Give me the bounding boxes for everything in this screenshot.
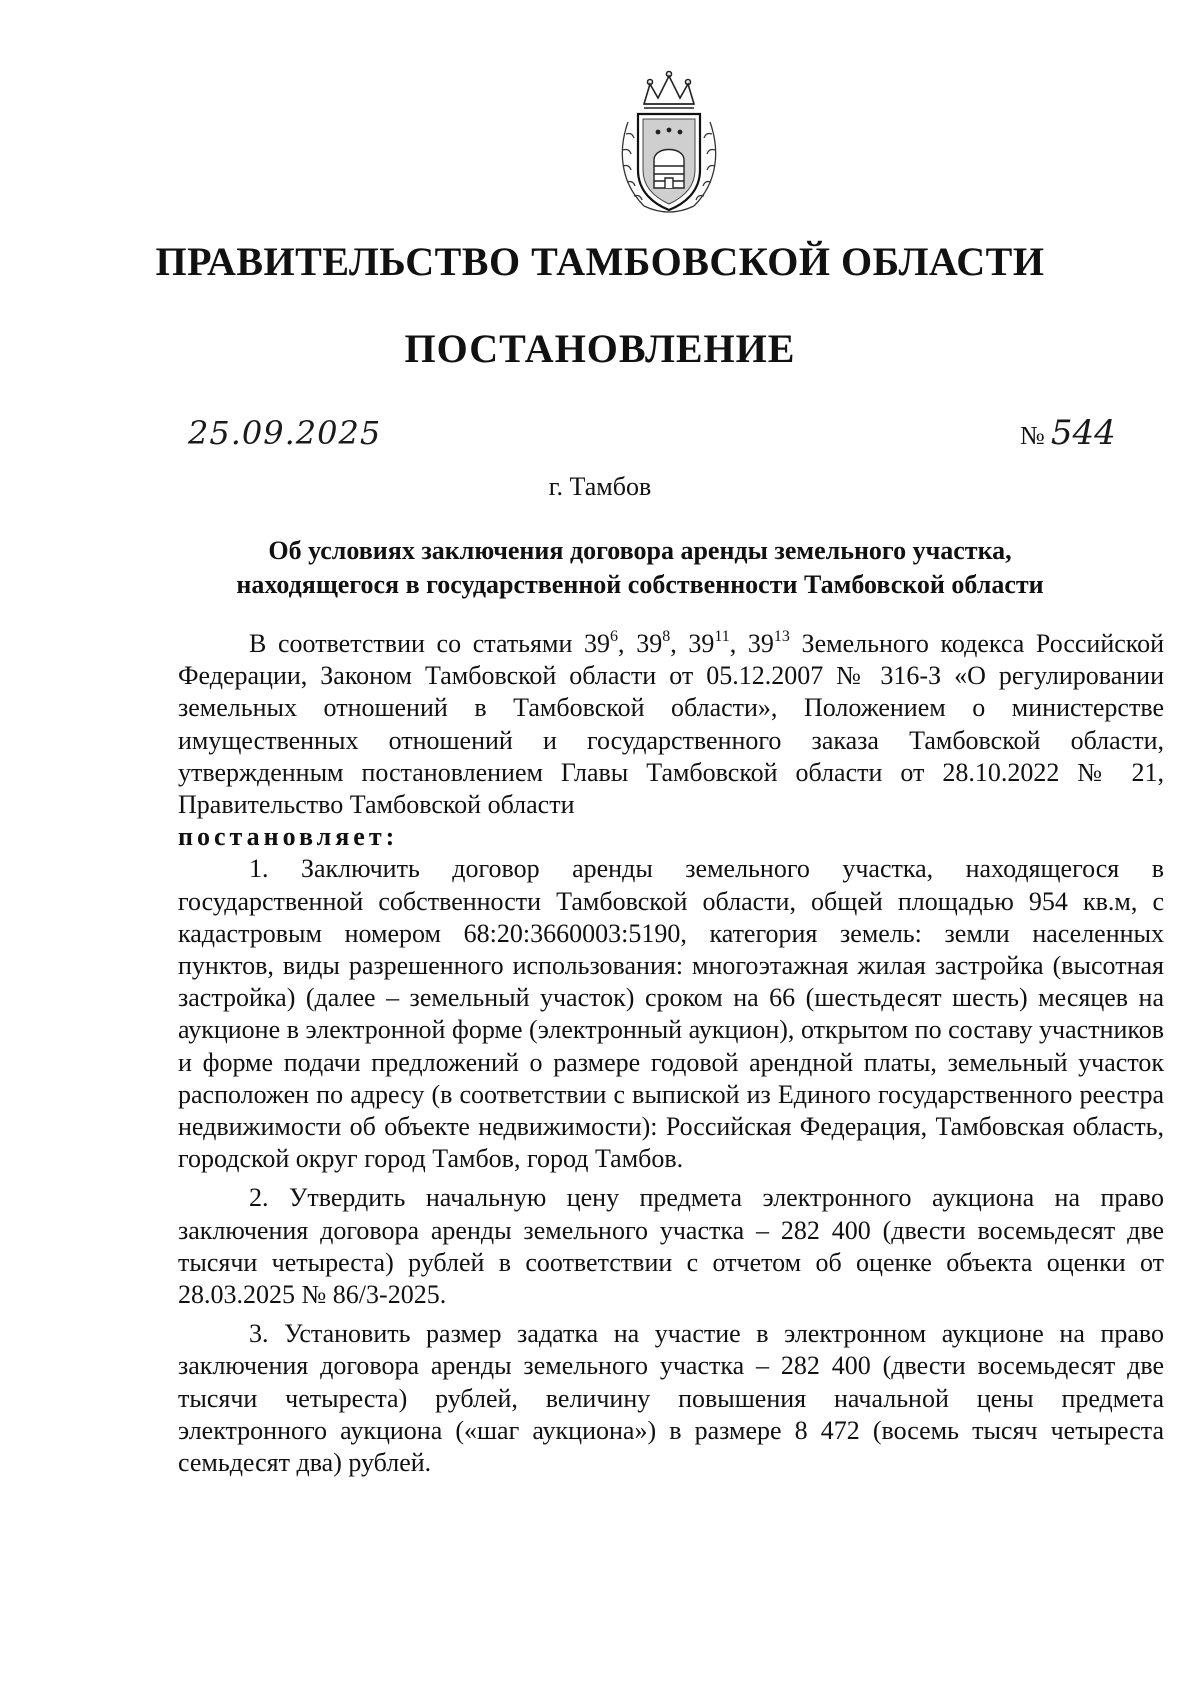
article-ref: 39 <box>584 629 611 658</box>
preamble-text: Земельного кодекса Российской Федерации, Законом Тамбовской области от 05.12.2007 № 316-З «О регулировании земельных отношений в Тамбовской области», Положением о министерстве имущественных отношений и государственного заказа Тамбовской области, утвержденным постановлением Главы Тамбовской области от 28.10.2022 № 21, Правительство Тамбовской области <box>178 629 1165 820</box>
tambov-coat-of-arms-icon <box>614 70 724 218</box>
preamble-lead: В соответствии со статьями <box>249 629 585 658</box>
article-superscript: 11 <box>714 628 730 645</box>
number-sign: № <box>1020 421 1045 450</box>
document-type-title: ПОСТАНОВЛЕНИЕ <box>404 326 796 371</box>
preamble-paragraph <box>178 628 1164 821</box>
item-2: 2. Утвердить начальную цену предмета электронного аукциона на право заключения договора аренды земельного участка – 282 400 (двести восемьдесят две тысячи четыреста) рублей в соответствии с отчетом об оценке объекта оценки от 28.03.2025 № 86/3-2025. <box>178 1183 1164 1310</box>
document-city: г. Тамбов <box>548 472 652 501</box>
subject-line-2: находящегося в государственной собственности Тамбовской области <box>236 570 1044 599</box>
document-number <box>1020 413 1116 453</box>
article-superscript: 13 <box>773 628 790 645</box>
article-superscript: 6 <box>610 628 619 645</box>
item-3: 3. Установить размер задатка на участие в электронном аукционе на право заключения договора аренды земельного участка – 282 400 (двести восемьдесят две тысячи четыреста) рублей, величину повышения начальной цены предмета электронного аукциона («шаг аукциона») в размере 8 472 (восемь тысяч четыреста семьдесят два) рублей. <box>178 1319 1164 1478</box>
article-ref: 39 <box>747 629 774 658</box>
article-superscript: 8 <box>662 628 671 645</box>
article-ref: 39 <box>688 629 715 658</box>
subject-line-1: Об условиях заключения договора аренды земельного участка, <box>268 536 1012 565</box>
article-ref: 39 <box>636 629 663 658</box>
number-value: 544 <box>1050 413 1116 453</box>
separator: , <box>729 629 748 658</box>
decree-word: постановляет: <box>178 822 399 852</box>
item-1: 1. Заключить договор аренды земельного участка, находящегося в государственной собственности Тамбовской области, общей площадью 954 кв.м, с кадастровым номером 68:20:3660003:5190, категория земель: земли населенных пунктов, виды разрешенного использования: многоэтажная жилая застройка (высотная застройка) (далее – земельный участок) сроком на 66 (шестьдесят шесть) месяцев на аукционе в электронной форме (электронный аукцион), открытом по составу участников и форме подачи предложений о размере годовой арендной платы, земельный участок расположен по адресу (в соответствии с выпиской из Единого государственного реестра недвижимости об объекте недвижимости): Российская Федерация, Тамбовская область, городской округ город Тамбов, город Тамбов. <box>178 854 1164 1174</box>
separator: , <box>618 629 637 658</box>
separator: , <box>670 629 689 658</box>
document-date: 25.09.2025 <box>188 414 382 452</box>
document-body <box>178 628 1164 1479</box>
document-subject <box>150 534 1130 602</box>
government-title: ПРАВИТЕЛЬСТВО ТАМБОВСКОЙ ОБЛАСТИ <box>155 239 1045 284</box>
